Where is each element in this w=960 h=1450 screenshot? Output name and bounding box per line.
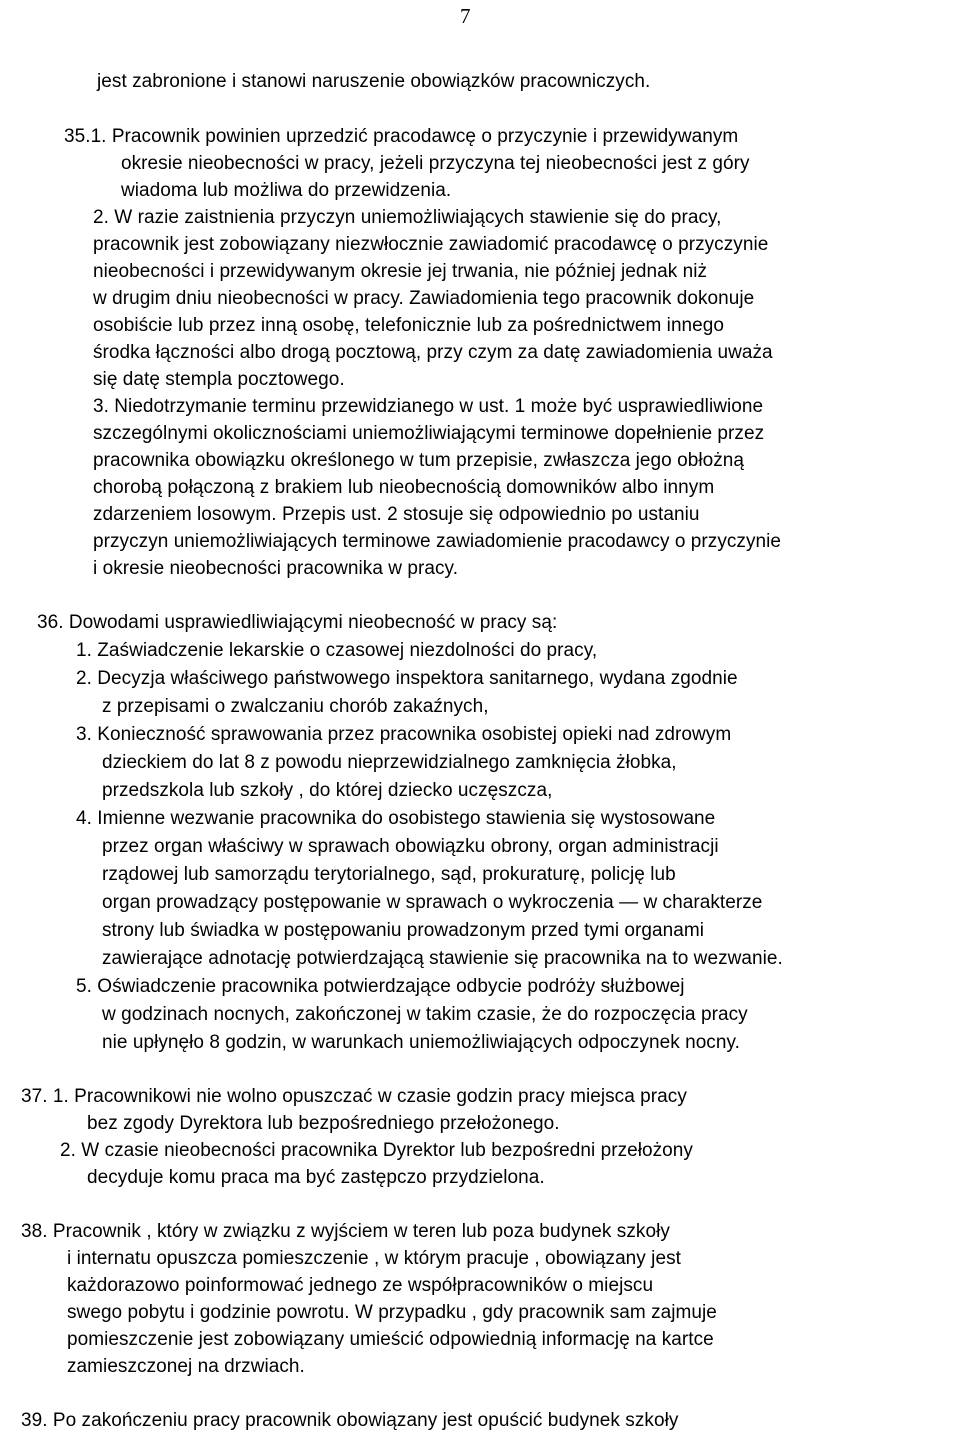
text-line: z przepisami o zwalczaniu chorób zakaźnych, <box>102 696 489 717</box>
text-line: 3. Konieczność sprawowania przez pracownika osobistej opieki nad zdrowym <box>76 724 732 745</box>
text-line: przyczyn uniemożliwiających terminowe zawiadomienie pracodawcy o przyczynie <box>93 531 782 552</box>
text-line: w godzinach nocnych, zakończonej w takim czasie, że do rozpoczęcia pracy <box>102 1004 748 1025</box>
text-line: środka łączności albo drogą pocztową, przy czym za datę zawiadomienia uważa <box>93 342 773 363</box>
text-line: nie upłynęło 8 godzin, w warunkach uniemożliwiających odpoczynek nocny. <box>102 1032 740 1053</box>
text-line: 37. 1. Pracownikowi nie wolno opuszczać w czasie godzin pracy miejsca pracy <box>21 1086 687 1107</box>
text-line: osobiście lub przez inną osobę, telefonicznie lub za pośrednictwem innego <box>93 315 725 336</box>
text-line: 4. Imienne wezwanie pracownika do osobistego stawienia się wystosowane <box>76 808 716 829</box>
text-line: swego pobytu i godzinie powrotu. W przypadku , gdy pracownik sam zajmuje <box>67 1302 717 1323</box>
text-line: rządowej lub samorządu terytorialnego, sąd, prokuraturę, policję lub <box>102 864 676 885</box>
text-line: okresie nieobecności w pracy, jeżeli przyczyna tej nieobecności jest z góry <box>121 153 750 174</box>
page-number: 7 <box>460 4 471 28</box>
text-line: każdorazowo poinformować jednego ze współpracowników o miejscu <box>67 1275 654 1296</box>
text-line: dzieckiem do lat 8 z powodu nieprzewidzialnego zamknięcia żłobka, <box>102 752 677 773</box>
text-line: wiadoma lub możliwa do przewidzenia. <box>121 180 452 201</box>
text-line: zdarzeniem losowym. Przepis ust. 2 stosuje się odpowiednio po ustaniu <box>93 504 700 525</box>
text-line: 36. Dowodami usprawiedliwiającymi nieobecność w pracy są: <box>37 612 558 633</box>
text-line: nieobecności i przewidywanym okresie jej trwania, nie później jednak niż <box>93 261 708 282</box>
text-line: bez zgody Dyrektora lub bezpośredniego przełożonego. <box>87 1113 560 1134</box>
text-line: szczególnymi okolicznościami uniemożliwiającymi terminowe dopełnienie przez <box>93 423 765 444</box>
text-line: chorobą połączoną z brakiem lub nieobecnością domowników albo innym <box>93 477 715 498</box>
text-line: zawierające adnotację potwierdzającą stawienie się pracownika na to wezwanie. <box>102 948 783 969</box>
text-line: się datę stempla pocztowego. <box>93 369 345 390</box>
text-line: w drugim dniu nieobecności w pracy. Zawiadomienia tego pracownik dokonuje <box>93 288 755 309</box>
text-line: 35.1. Pracownik powinien uprzedzić pracodawcę o przyczynie i przewidywanym <box>64 126 739 147</box>
text-line: pracownika obowiązku określonego w tum przepisie, zwłaszcza jego obłożną <box>93 450 744 471</box>
text-line: i internatu opuszcza pomieszczenie , w którym pracuje , obowiązany jest <box>67 1248 681 1269</box>
text-line: 3. Niedotrzymanie terminu przewidzianego w ust. 1 może być usprawiedliwione <box>93 396 764 417</box>
text-line: jest zabronione i stanowi naruszenie obowiązków pracowniczych. <box>97 71 651 92</box>
text-line: 1. Zaświadczenie lekarskie o czasowej niezdolności do pracy, <box>76 640 598 661</box>
text-line: decyduje komu praca ma być zastępczo przydzielona. <box>87 1167 545 1188</box>
text-line: pomieszczenie jest zobowiązany umieścić odpowiednią informację na kartce <box>67 1329 714 1350</box>
text-line: pracownik jest zobowiązany niezwłocznie zawiadomić pracodawcę o przyczynie <box>93 234 769 255</box>
text-line: organ prowadzący postępowanie w sprawach o wykroczenia — w charakterze <box>102 892 763 913</box>
text-line: 39. Po zakończeniu pracy pracownik obowiązany jest opuścić budynek szkoły <box>21 1410 679 1431</box>
text-line: zamieszczonej na drzwiach. <box>67 1356 305 1377</box>
text-line: przez organ właściwy w sprawach obowiązku obrony, organ administracji <box>102 836 719 857</box>
text-line: i okresie nieobecności pracownika w pracy. <box>93 558 459 579</box>
text-line: przedszkola lub szkoły , do której dziecko uczęszcza, <box>102 780 553 801</box>
text-line: 2. W czasie nieobecności pracownika Dyrektor lub bezpośredni przełożony <box>60 1140 693 1161</box>
text-line: 38. Pracownik , który w związku z wyjściem w teren lub poza budynek szkoły <box>21 1221 670 1242</box>
text-line: 2. W razie zaistnienia przyczyn uniemożliwiających stawienie się do pracy, <box>93 207 722 228</box>
text-line: strony lub świadka w postępowaniu prowadzonym przed tymi organami <box>102 920 705 941</box>
text-line: 2. Decyzja właściwego państwowego inspektora sanitarnego, wydana zgodnie <box>76 668 738 689</box>
text-line: 5. Oświadczenie pracownika potwierdzające odbycie podróży służbowej <box>76 976 685 997</box>
